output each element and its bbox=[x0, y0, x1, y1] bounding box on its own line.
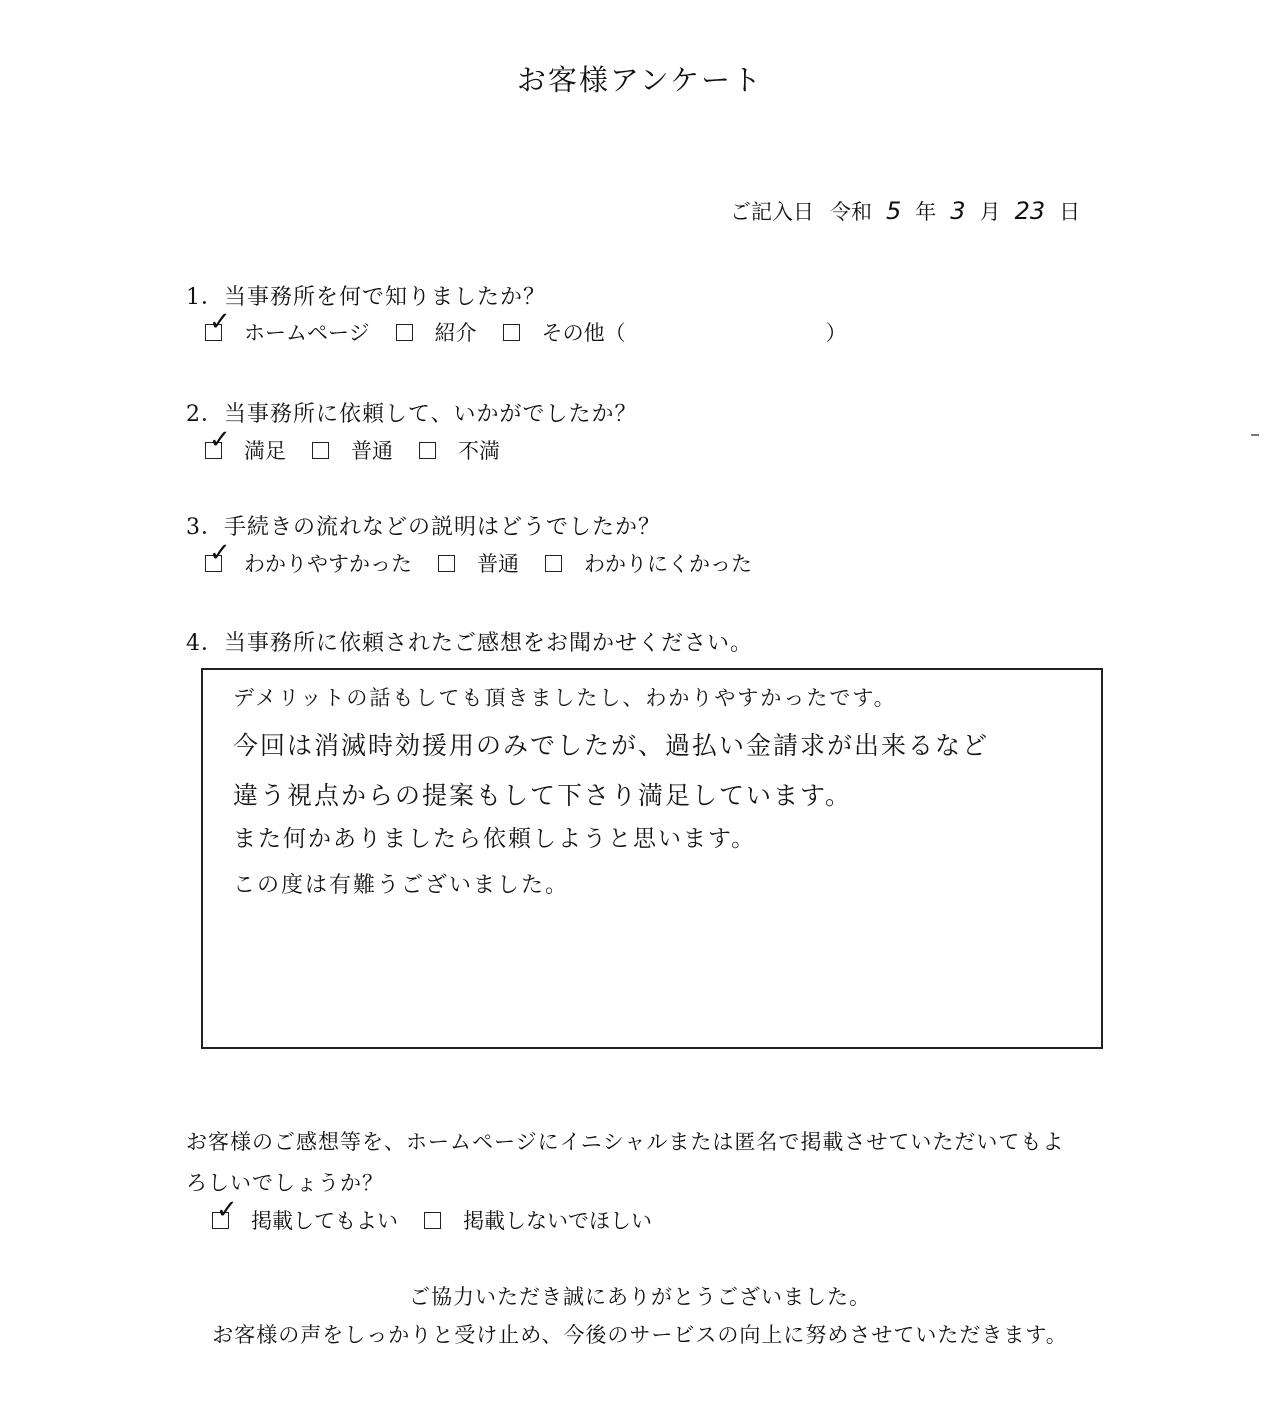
checkbox-allow[interactable] bbox=[212, 1194, 238, 1229]
check-mark-icon: ✓ bbox=[209, 537, 231, 568]
option-label: わかりにくかった bbox=[584, 552, 752, 576]
page-title: お客様アンケート bbox=[516, 63, 764, 97]
option-normal[interactable] bbox=[438, 548, 519, 578]
option-allow[interactable] bbox=[212, 1194, 398, 1235]
footer-thanks: ご協力いただき誠にありがとうございました。 bbox=[409, 1285, 871, 1309]
option-label: 紹介 bbox=[434, 321, 477, 345]
option-label: 普通 bbox=[351, 439, 393, 463]
option-label: 満足 bbox=[244, 439, 286, 463]
check-mark-icon: ✓ bbox=[209, 306, 231, 337]
option-label: わかりやすかった bbox=[244, 552, 412, 576]
option-normal[interactable] bbox=[312, 435, 393, 465]
question-3-options bbox=[205, 537, 778, 578]
option-homepage[interactable] bbox=[205, 306, 370, 347]
date-era: 令和 bbox=[830, 200, 872, 224]
answer-box[interactable] bbox=[201, 668, 1103, 1049]
checkbox-homepage[interactable] bbox=[205, 306, 231, 341]
check-mark-icon: ✓ bbox=[209, 424, 231, 455]
date-day-unit: 日 bbox=[1059, 200, 1081, 224]
checkbox-normal[interactable] bbox=[438, 555, 455, 572]
consent-question-line-2: ろしいでしょうか？ bbox=[186, 1171, 384, 1195]
option-label: 掲載しないでほしい bbox=[463, 1209, 652, 1233]
question-3: 3．手続きの流れなどの説明はどうでしたか？ bbox=[186, 515, 661, 540]
option-disallow[interactable] bbox=[424, 1205, 652, 1235]
question-2: 2．当事務所に依頼して、いかがでしたか？ bbox=[186, 402, 638, 427]
scan-speck bbox=[1251, 434, 1259, 436]
checkbox-disallow[interactable] bbox=[424, 1212, 441, 1229]
date-month: 3 bbox=[950, 197, 966, 225]
answer-line-3: 違う視点からの提案もして下さり満足しています。 bbox=[233, 781, 853, 810]
answer-line-1: デメリットの話もしても頂きましたし、わかりやすかったです。 bbox=[233, 686, 897, 710]
checkbox-referral[interactable] bbox=[396, 324, 413, 341]
option-label: ホームページ bbox=[244, 321, 370, 345]
date-year-unit: 年 bbox=[915, 200, 937, 224]
consent-options bbox=[212, 1194, 678, 1235]
question-1: 1．当事務所を何で知りましたか？ bbox=[186, 285, 546, 310]
option-label: 不満 bbox=[458, 439, 500, 463]
question-1-options bbox=[205, 306, 873, 347]
date-day: 23 bbox=[1014, 197, 1046, 225]
checkbox-other[interactable] bbox=[503, 324, 520, 341]
checkbox-satisfied[interactable] bbox=[205, 424, 231, 459]
date-year: 5 bbox=[886, 197, 902, 225]
checkbox-normal[interactable] bbox=[312, 442, 329, 459]
other-close-paren: ） bbox=[825, 321, 847, 345]
checkbox-hard[interactable] bbox=[545, 555, 562, 572]
option-referral[interactable] bbox=[396, 317, 477, 347]
consent-question-line-1: お客様のご感想等を、ホームページにイニシャルまたは匿名で掲載させていただいてもよ bbox=[186, 1130, 1065, 1154]
option-label: 普通 bbox=[477, 552, 519, 576]
answer-line-4: また何かありましたら依頼しようと思います。 bbox=[233, 826, 757, 852]
option-easy[interactable] bbox=[205, 537, 412, 578]
option-hard[interactable] bbox=[545, 548, 752, 578]
answer-line-5: この度は有難うございました。 bbox=[233, 873, 570, 898]
option-satisfied[interactable] bbox=[205, 424, 286, 465]
date-label: ご記入日 bbox=[730, 200, 814, 224]
option-dissatisfied[interactable] bbox=[419, 435, 500, 465]
checkbox-dissatisfied[interactable] bbox=[419, 442, 436, 459]
question-4: 4．当事務所に依頼されたご感想をお聞かせください。 bbox=[186, 631, 753, 656]
footer-message: お客様の声をしっかりと受け止め、今後のサービスの向上に努めさせていただきます。 bbox=[212, 1323, 1068, 1347]
check-mark-icon: ✓ bbox=[216, 1194, 238, 1225]
date-row bbox=[730, 196, 1080, 226]
option-label: その他（ bbox=[541, 321, 626, 345]
date-month-unit: 月 bbox=[979, 200, 1001, 224]
question-2-options bbox=[205, 424, 526, 465]
checkbox-easy[interactable] bbox=[205, 537, 231, 572]
option-label: 掲載してもよい bbox=[251, 1209, 398, 1233]
answer-line-2: 今回は消滅時効援用のみでしたが、過払い金請求が出来るなど bbox=[233, 731, 990, 760]
option-other[interactable] bbox=[503, 317, 847, 347]
